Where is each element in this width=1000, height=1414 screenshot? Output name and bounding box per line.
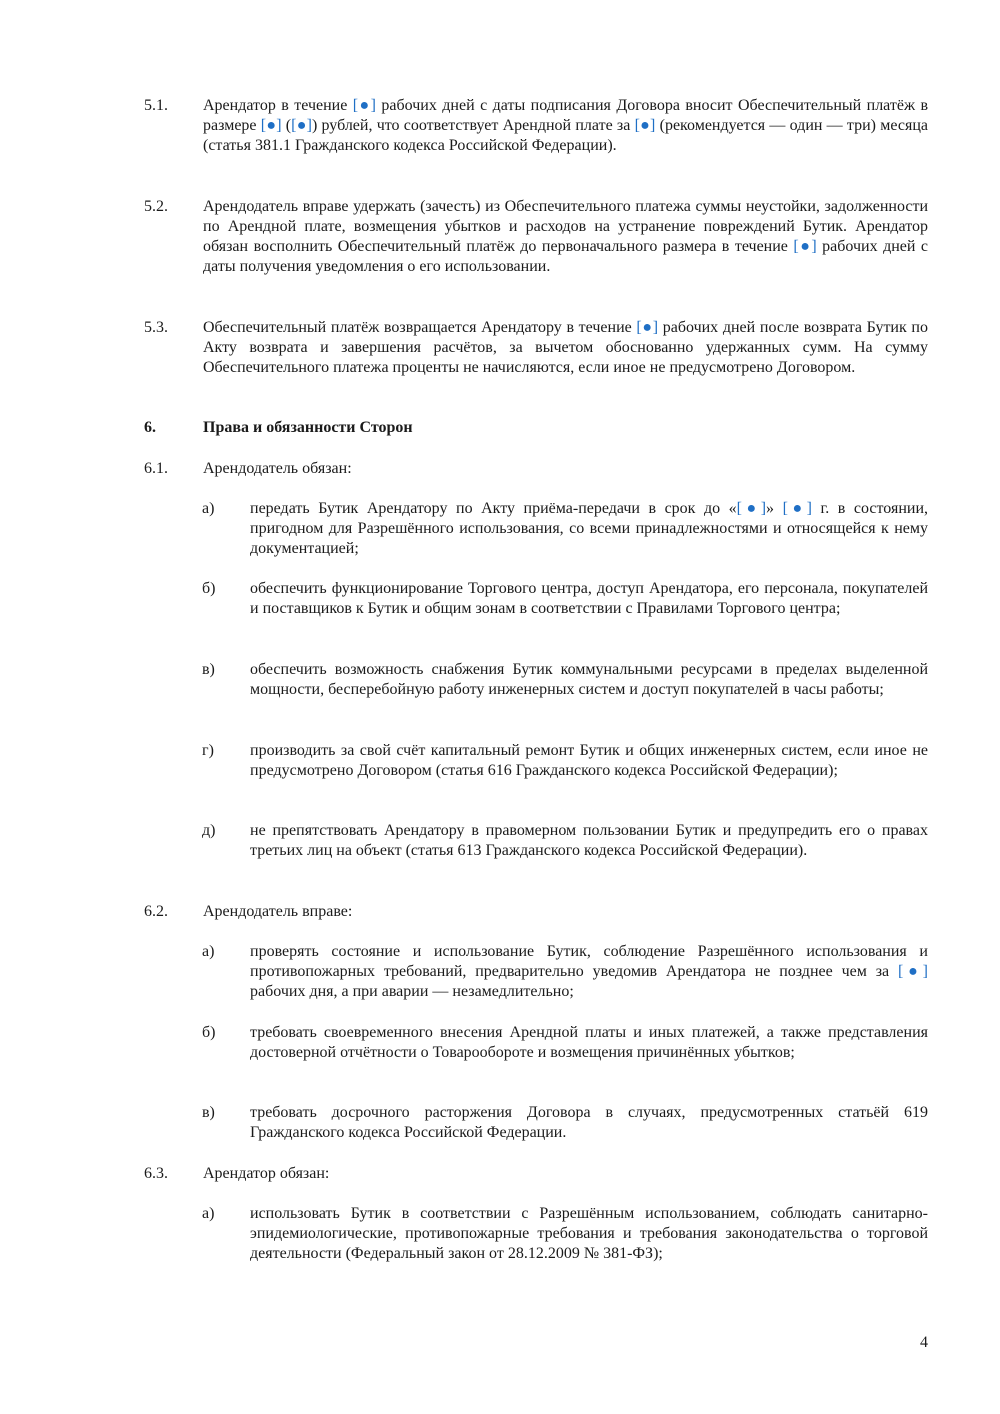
subclause-6-3-a (202, 1204, 928, 1264)
subclause-text: обеспечить возможность снабжения Бутик коммунальными ресурсами в пределах выделенной мощности, бесперебойную работу инженерных систем и доступ покупателей в часы работы; (250, 661, 928, 698)
clause-6-3 (144, 1164, 928, 1184)
subclause-text: требовать своевременного внесения Арендной платы и иных платежей, а также представления достоверной отчётности о Товарообороте и возмещения причинённых убытков; (250, 1024, 928, 1061)
clause-text: Обеспечительный платёж возвращается Арендатору в течение [●] рабочих дней после возврата Бутик по Акту возврата и завершения расчётов, за вычетом обоснованно удержанных сумм. На сумму Обеспечительного платежа проценты не начисляются, если иное не предусмотрено Договором. (203, 319, 928, 376)
clause-number: 6.1. (144, 460, 168, 477)
clause-text: Арендатор в течение [●] рабочих дней с даты подписания Договора вносит Обеспечительный платёж в размере [●] ([●]) рублей, что соответствует Арендной плате за [●] (рекомендуется — один — три) месяца (статья 381.1 Гражданского кодекса Российской Федерации). (203, 97, 929, 154)
subclause-6-2-b (202, 1023, 928, 1063)
subclause-text: требовать досрочного расторжения Договора в случаях, предусмотренных статьёй 619 Гражданского кодекса Российской Федерации. (250, 1104, 928, 1141)
subclause-letter: д) (202, 822, 216, 839)
clause-title: Арендодатель обязан: (203, 460, 352, 477)
subclause-letter: а) (202, 1205, 215, 1222)
placeholder-marker: [●] (634, 117, 656, 134)
subclause-letter: а) (202, 500, 215, 517)
subclause-text: обеспечить функционирование Торгового центра, доступ Арендатора, его персонала, покупателей и поставщиков к Бутик и общим зонам в соответствии с Правилами Торгового центра; (250, 580, 928, 617)
clause-number: 6.3. (144, 1165, 168, 1182)
subclause-text: производить за свой счёт капитальный ремонт Бутик и общих инженерных систем, если иное не предусмотрено Договором (статья 616 Гражданского кодекса Российской Федерации); (250, 742, 928, 779)
subclause-text: передать Бутик Арендатору по Акту приёма-передачи в срок до «[●]» [●] г. в состоянии, пригодном для Разрешённого использования, со всеми принадлежностями и относящейся к нему документацией; (250, 500, 928, 557)
clause-5-1 (144, 96, 928, 156)
placeholder-marker: [●] (782, 500, 812, 517)
clause-number: 6.2. (144, 903, 168, 920)
subclause-letter: г) (202, 742, 214, 759)
clause-text: Арендодатель вправе удержать (зачесть) из Обеспечительного платежа суммы неустойки, задолженности по Арендной плате, возмещения убытков и расходов на устранение повреждений Бутик. Арендатор обязан восполнить Обеспечительный платёж до первоначального размера в течение [●] рабочих дней с даты получения уведомления о его использовании. (203, 198, 929, 275)
subclause-6-1-a (202, 499, 928, 559)
placeholder-marker: [●] (291, 117, 312, 134)
placeholder-marker: [●] (793, 238, 817, 255)
subclause-6-1-d (202, 821, 928, 861)
subclause-letter: б) (202, 1024, 216, 1041)
section-title: Права и обязанности Сторон (203, 419, 413, 436)
placeholder-marker: [●] (352, 97, 376, 114)
clause-title: Арендатор обязан: (203, 1165, 330, 1182)
subclause-6-1-g (202, 741, 928, 781)
clause-number: 5.3. (144, 319, 168, 336)
subclause-letter: в) (202, 661, 215, 678)
clause-5-2 (144, 197, 928, 277)
section-number: 6. (144, 419, 156, 436)
subclause-letter: б) (202, 580, 216, 597)
clause-title: Арендодатель вправе: (203, 903, 353, 920)
subclause-6-2-a (202, 942, 928, 1002)
subclause-text: не препятствовать Арендатору в правомерном пользовании Бутик и предупредить его о правах третьих лиц на объект (статья 613 Гражданского кодекса Российской Федерации). (250, 822, 928, 859)
subclause-6-2-v (202, 1103, 928, 1143)
clause-6-1 (144, 459, 928, 479)
placeholder-marker: [●] (736, 500, 767, 517)
subclause-text: проверять состояние и использование Бутик, соблюдение Разрешённого использования и противопожарных требований, предварительно уведомив Арендатора не позднее чем за [●] рабочих дня, а при аварии — незамедлительно; (250, 943, 928, 1000)
subclause-letter: а) (202, 943, 215, 960)
section-6-heading (144, 418, 928, 438)
placeholder-marker: [●] (897, 963, 928, 980)
clause-6-2 (144, 902, 928, 922)
placeholder-marker: [●] (260, 117, 282, 134)
clause-5-3 (144, 318, 928, 378)
clause-number: 5.1. (144, 97, 168, 114)
subclause-letter: в) (202, 1104, 215, 1121)
page-number: 4 (920, 1334, 928, 1351)
placeholder-marker: [●] (636, 319, 659, 336)
subclause-text: использовать Бутик в соответствии с Разрешённым использованием, соблюдать санитарно-эпидемиологические, противопожарные требования и требования законодательства о торговой деятельности (Федеральный закон от 28.12.2009 № 381-ФЗ); (250, 1205, 928, 1262)
subclause-6-1-b (202, 579, 928, 619)
clause-number: 5.2. (144, 198, 168, 215)
subclause-6-1-v (202, 660, 928, 700)
